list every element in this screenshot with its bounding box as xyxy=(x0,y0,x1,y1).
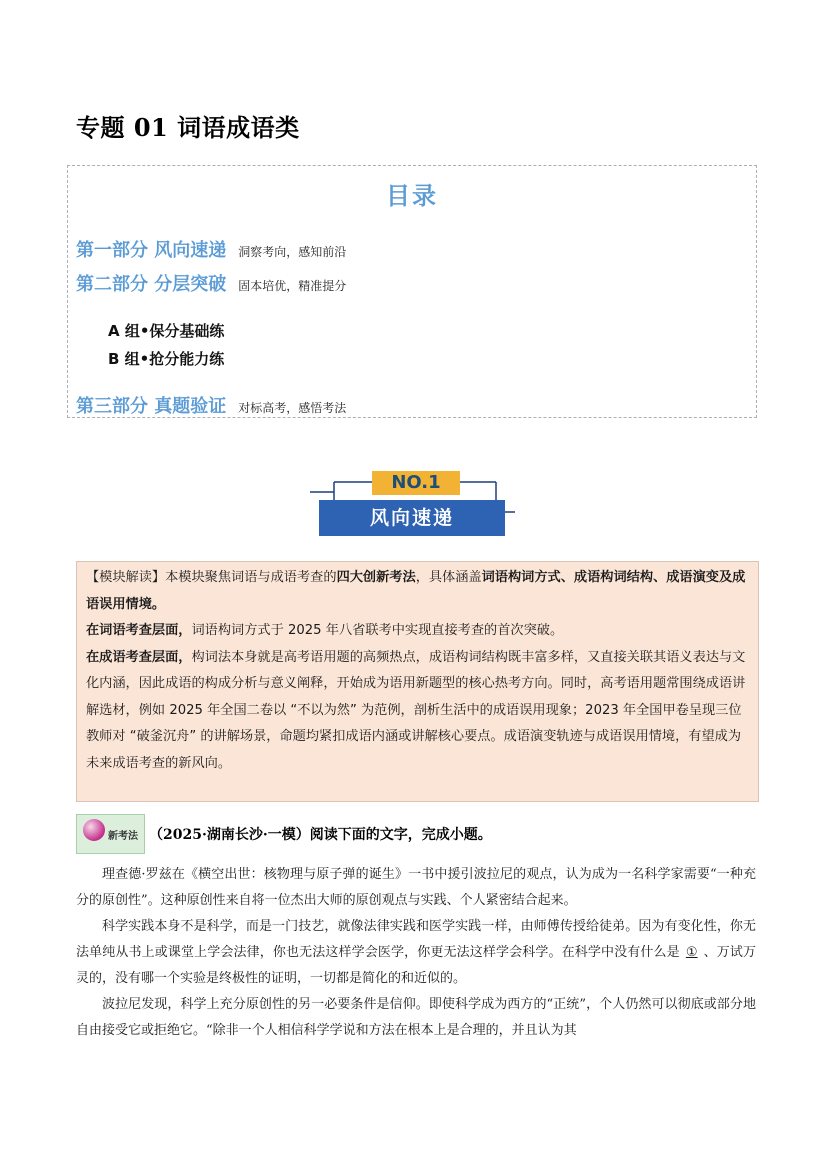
page-title: 专题 01 词语成语类 xyxy=(76,113,300,142)
exam-source: （2025·湖南长沙·一模）阅读下面的文字，完成小题。 xyxy=(149,827,492,843)
toc-subgroup-b[interactable]: B 组•抢分能力练 xyxy=(108,350,225,368)
toc-part-label: 第三部分 真题验证 xyxy=(76,396,227,417)
toc-part-desc: 洞察考向，感知前沿 xyxy=(238,245,347,259)
module-text: 【模块解读】本模块聚焦词语与成语考查的 xyxy=(86,570,337,585)
new-exam-method-icon xyxy=(76,814,145,854)
module-highlight: 在词语考查层面， xyxy=(86,623,192,638)
toc-subgroup-a[interactable]: A 组•保分基础练 xyxy=(108,322,225,340)
banner-number: NO.1 xyxy=(372,471,460,495)
toc-part-label: 第二部分 分层突破 xyxy=(76,274,227,295)
module-text: ，具体涵盖 xyxy=(415,570,482,585)
toc-part-2[interactable] xyxy=(76,270,346,296)
globe-icon xyxy=(83,819,105,841)
module-paragraph-1 xyxy=(86,565,749,618)
section-banner xyxy=(310,468,515,543)
passage-paragraph-1: 理查德·罗兹在《横空出世：核物理与原子弹的诞生》一书中援引波拉尼的观点，认为成为一名科学家需要“一种充分的原创性”。这种原创性来自将一位杰出大师的原创观点与实践、个人紧密结合起来。 xyxy=(76,867,756,908)
module-explanation-box xyxy=(76,561,759,802)
table-of-contents xyxy=(67,165,757,418)
passage-text: 、万试万灵的，没有哪一个实验是终极性的证明，一切都是简化的和近似的。 xyxy=(76,945,756,986)
fill-blank-1: ① xyxy=(685,945,698,960)
exam-header xyxy=(76,814,492,854)
toc-part-desc: 固本培优，精准提分 xyxy=(238,279,347,293)
toc-part-1[interactable] xyxy=(76,236,346,262)
banner-title: 风向速递 xyxy=(319,500,505,536)
passage-text: 科学实践本身不是科学，而是一门技艺，就像法律实践和医学实践一样，由师傅传授给徒弟。因为有变化性，你无法单纯从书上或课堂上学会法律，你也无法这样学会医学，你更无法这样学会科学。在科学中没有什么是 xyxy=(76,919,756,960)
toc-title: 目录 xyxy=(386,182,438,210)
icon-label: 新考法 xyxy=(108,830,138,842)
reading-passage xyxy=(76,862,756,1044)
module-paragraph-2 xyxy=(86,618,749,645)
module-text: 构词法本身就是高考语用题的高频热点，成语构词结构既丰富多样，又直接关联其语义表达与文化内涵，因此成语的构成分析与意义阐释，开始成为语用新题型的核心热考方向。同时，高考语用题常围绕成语讲解选材，例如 2025 年全国二卷以 “不以为然” 为范例，剖析生活中的成语误用现象；2023 年全国甲卷呈现三位教师对 “破釜沉舟” 的讲解场景，命题均紧扣成语内涵或讲解核心要点。成语演变轨迹与成语误用情境，有望成为未来成语考查的新风向。 xyxy=(86,649,746,771)
module-paragraph-3 xyxy=(86,645,749,778)
toc-part-desc: 对标高考，感悟考法 xyxy=(238,401,347,415)
module-text: 词语构词方式于 2025 年八省联考中实现直接考查的首次突破。 xyxy=(191,623,564,638)
module-highlight: 词语构词方式、成语构词结构、成语演变及成语误用情境。 xyxy=(86,570,746,612)
toc-part-3[interactable] xyxy=(76,392,346,418)
module-highlight: 四大创新考法 xyxy=(336,570,416,585)
passage-paragraph-3: 波拉尼发现，科学上充分原创性的另一必要条件是信仰。即使科学成为西方的“正统”，个人仍然可以彻底或部分地自由接受它或拒绝它。“除非一个人相信科学学说和方法在根本上是合理的，并且认为其 xyxy=(76,997,756,1038)
passage-paragraph-2 xyxy=(76,914,756,992)
module-highlight: 在成语考查层面， xyxy=(86,649,192,665)
toc-part-label: 第一部分 风向速递 xyxy=(76,240,227,261)
